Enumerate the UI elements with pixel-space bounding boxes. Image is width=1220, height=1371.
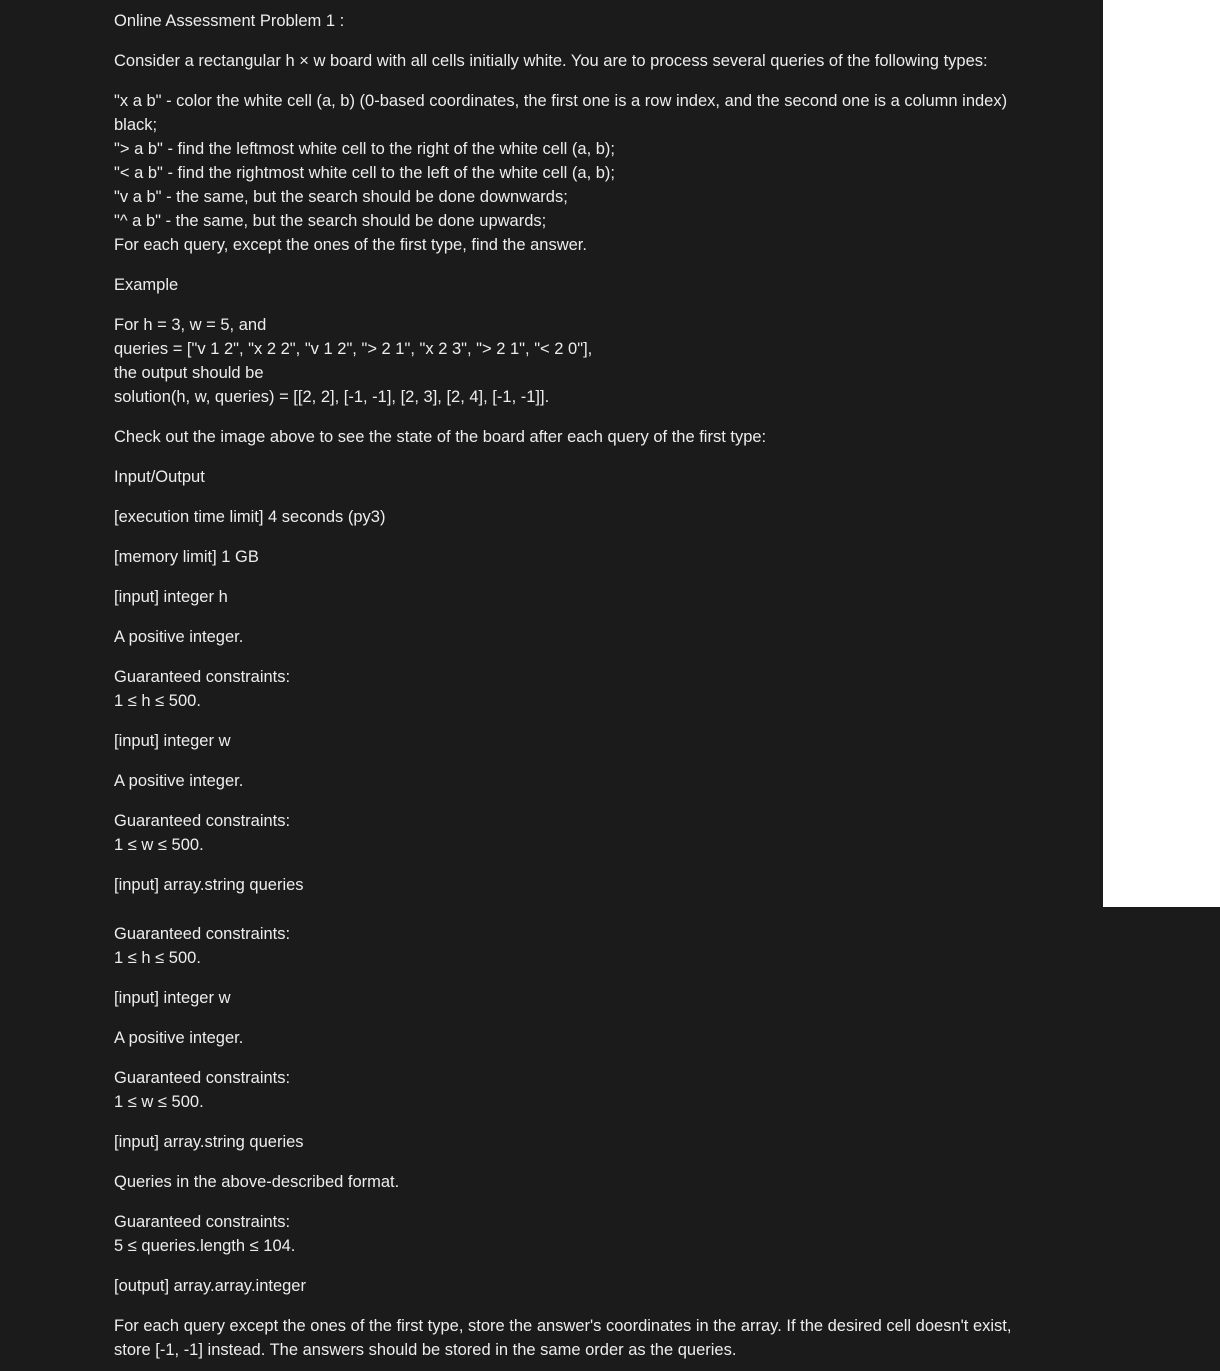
input-w-label-repeat: [input] integer w (114, 989, 231, 1007)
example-line: queries = ["v 1 2", "x 2 2", "v 1 2", "> 2 1", "x 2 3", "> 2 1", "< 2 0"], (114, 340, 593, 358)
example-line: solution(h, w, queries) = [[2, 2], [-1, -1], [2, 3], [2, 4], [-1, -1]]. (114, 388, 550, 406)
example-line: For h = 3, w = 5, and (114, 316, 267, 334)
w-constraints: Guaranteed constraints: 1 ≤ w ≤ 500. (114, 812, 291, 854)
memory-limit: [memory limit] 1 GB (114, 548, 259, 566)
problem-title: Online Assessment Problem 1 : (114, 12, 345, 30)
query-type-line: "^ a b" - the same, but the search should be done upwards; (114, 212, 547, 230)
input-w-label: [input] integer w (114, 732, 231, 750)
input-queries-label: [input] array.string queries (114, 876, 304, 894)
example-block (114, 313, 1074, 409)
query-type-line: black; (114, 116, 158, 134)
white-side-panel (1103, 0, 1220, 907)
query-type-line: "x a b" - color the white cell (a, b) (0-based coordinates, the first one is a row index, and the second one is a column index) (114, 92, 1008, 110)
w-constraints-repeat: Guaranteed constraints: 1 ≤ w ≤ 500. (114, 1069, 291, 1111)
input-h-label: [input] integer h (114, 588, 228, 606)
query-types-list (114, 89, 1074, 257)
example-line: the output should be (114, 364, 264, 382)
query-type-line: "v a b" - the same, but the search should be done downwards; (114, 188, 568, 206)
query-type-line: "< a b" - find the rightmost white cell to the left of the white cell (a, b); (114, 164, 615, 182)
input-queries-label-repeat: [input] array.string queries (114, 1133, 304, 1151)
io-heading: Input/Output (114, 468, 205, 486)
query-type-line: "> a b" - find the leftmost white cell to the right of the white cell (a, b); (114, 140, 615, 158)
input-w-description-repeat: A positive integer. (114, 1029, 244, 1047)
intro-paragraph: Consider a rectangular h × w board with all cells initially white. You are to process several queries of the following types: (114, 52, 988, 70)
output-label: [output] array.array.integer (114, 1277, 306, 1295)
h-constraints-repeat: Guaranteed constraints: 1 ≤ h ≤ 500. (114, 925, 291, 967)
input-w-description: A positive integer. (114, 772, 244, 790)
h-constraints: Guaranteed constraints: 1 ≤ h ≤ 500. (114, 668, 291, 710)
input-h-description: A positive integer. (114, 628, 244, 646)
example-heading: Example (114, 276, 179, 294)
query-type-line: For each query, except the ones of the first type, find the answer. (114, 236, 587, 254)
image-note: Check out the image above to see the state of the board after each query of the first type: (114, 428, 767, 446)
queries-description: Queries in the above-described format. (114, 1173, 400, 1191)
time-limit: [execution time limit] 4 seconds (py3) (114, 508, 386, 526)
queries-constraints: Guaranteed constraints: 5 ≤ queries.length ≤ 104. (114, 1213, 296, 1255)
output-description: For each query except the ones of the first type, store the answer's coordinates in the array. If the desired cell doesn't exist, store [-1, -1] instead. The answers should be stored in the same order as the queries. (114, 1317, 1012, 1359)
